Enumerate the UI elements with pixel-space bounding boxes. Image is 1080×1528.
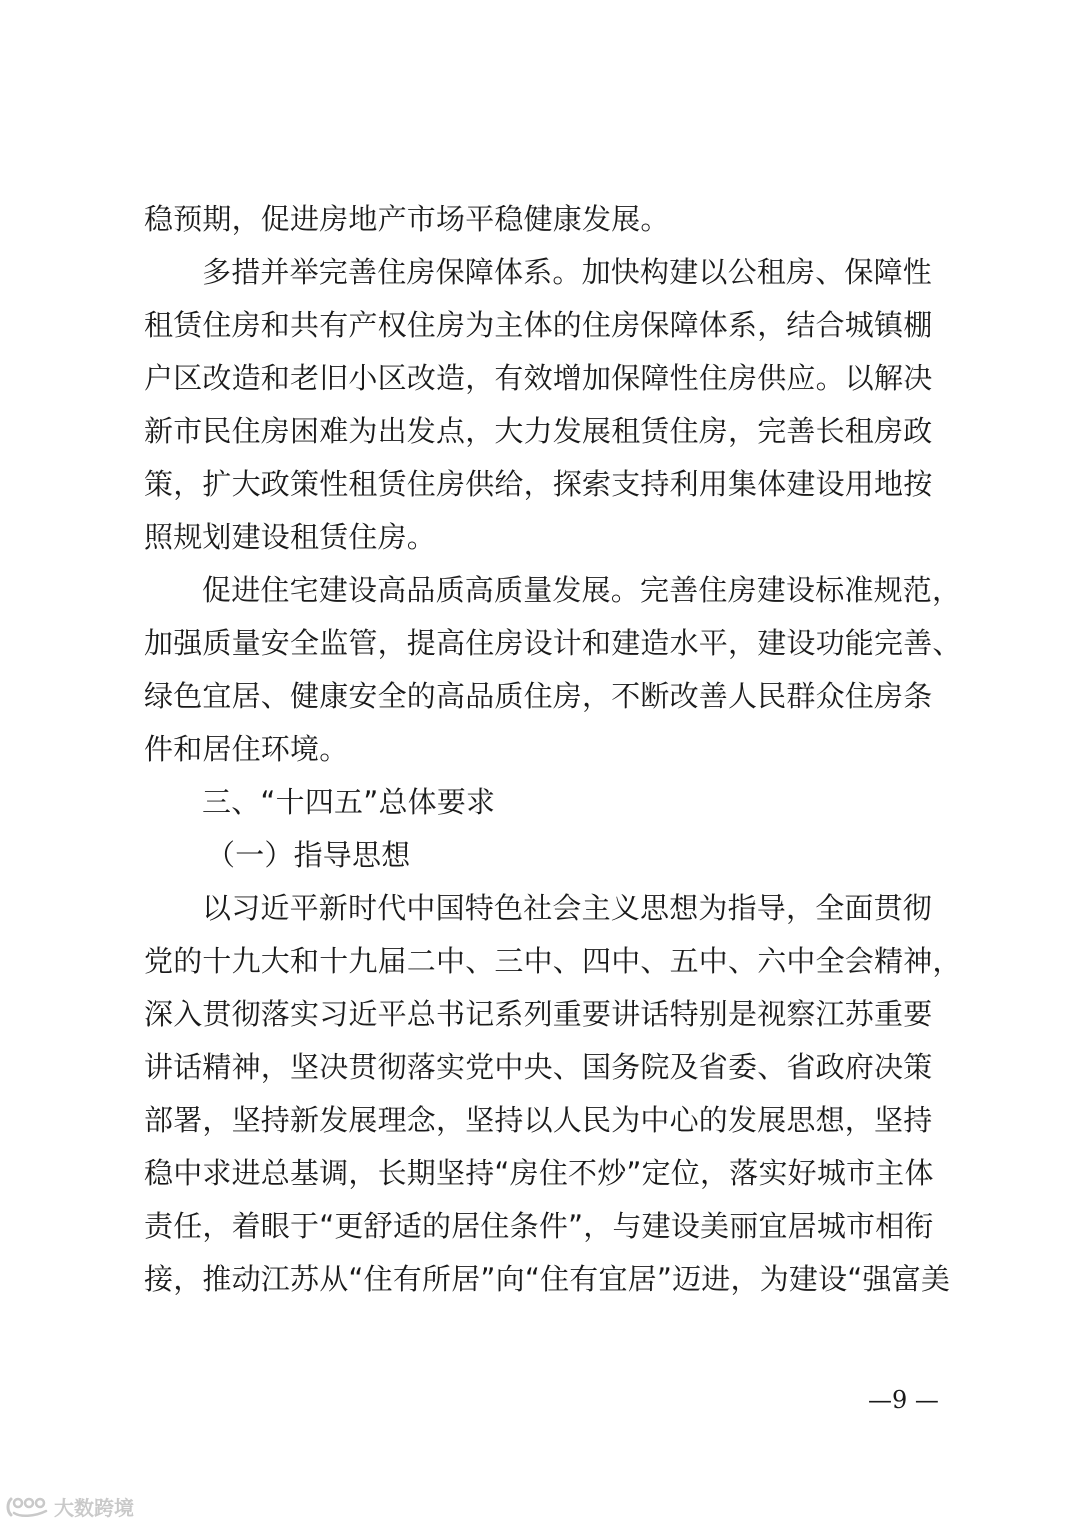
text-line: 件和居住环境。 [144, 732, 349, 766]
text-line: 以习近平新时代中国特色社会主义思想为指导，全面贯彻 [202, 891, 933, 925]
text-line: 促进住宅建设高品质高质量发展。完善住房建设标准规范， [202, 573, 962, 607]
text-line: 租赁住房和共有产权住房为主体的住房保障体系，结合城镇棚 [144, 308, 933, 342]
text-line: 党的十九大和十九届二中、三中、四中、五中、六中全会精神， [144, 944, 962, 978]
subsection-heading: （一）指导思想 [206, 838, 411, 872]
watermark [6, 1492, 134, 1521]
text-line: 户区改造和老旧小区改造，有效增加保障性住房供应。以解决 [144, 361, 933, 395]
brand-logo-icon [6, 1495, 50, 1519]
text-line: 照规划建设租赁住房。 [144, 520, 437, 554]
text-line: 深入贯彻落实习近平总书记系列重要讲话特别是视察江苏重要 [144, 997, 933, 1031]
page-number: —9 — [868, 1386, 939, 1414]
text-line: 绿色宜居、健康安全的高品质住房，不断改善人民群众住房条 [144, 679, 933, 713]
watermark-text: 大数跨境 [54, 1496, 134, 1520]
text-line: 接，推动江苏从“住有所居”向“住有宜居”迈进，为建设“强富美 [144, 1262, 951, 1296]
text-line: 策，扩大政策性租赁住房供给，探索支持利用集体建设用地按 [144, 467, 933, 501]
text-line: 责任，着眼于“更舒适的居住条件”，与建设美丽宜居城市相衔 [144, 1209, 934, 1243]
text-line: 新市民住房困难为出发点，大力发展租赁住房，完善长租房政 [144, 414, 933, 448]
text-line: 稳中求进总基调，长期坚持“房住不炒”定位，落实好城市主体 [144, 1156, 934, 1190]
section-heading: 三、“十四五”总体要求 [202, 785, 496, 819]
text-line: 加强质量安全监管，提高住房设计和建造水平，建设功能完善、 [144, 626, 962, 660]
text-line: 部署，坚持新发展理念，坚持以人民为中心的发展思想，坚持 [144, 1103, 933, 1137]
text-line: 多措并举完善住房保障体系。加快构建以公租房、保障性 [202, 255, 933, 289]
text-line: 讲话精神，坚决贯彻落实党中央、国务院及省委、省政府决策 [144, 1050, 933, 1084]
text-line: 稳预期，促进房地产市场平稳健康发展。 [144, 202, 670, 236]
body-text [144, 193, 962, 1306]
